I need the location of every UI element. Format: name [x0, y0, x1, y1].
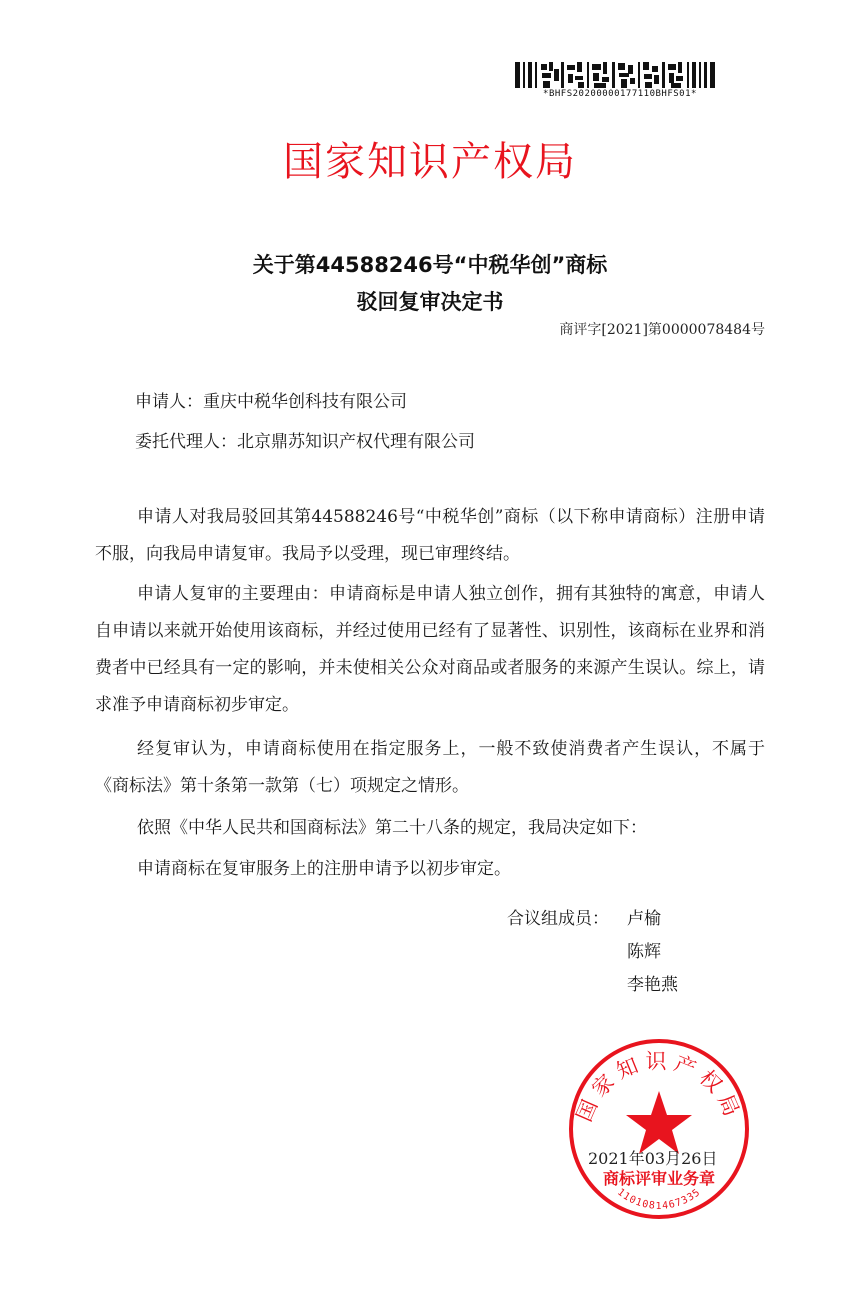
document-title-line-2: 驳回复审决定书 — [356, 290, 504, 314]
body-paragraph-5: 申请商标在复审服务上的注册申请予以初步审定。 — [137, 859, 511, 879]
document-title-line-1: 关于第44588246号“中税华创”商标 — [252, 253, 608, 277]
barcode-image — [515, 62, 715, 88]
document-title — [0, 247, 860, 321]
issuing-authority-title: 国家知识产权局 — [283, 139, 577, 185]
agent-line: 委托代理人：北京鼎苏知识产权代理有限公司 — [135, 432, 475, 452]
seal-org-text: 国家知识产权局 — [572, 1049, 746, 1126]
body-paragraph-4: 依照《中华人民共和国商标法》第二十八条的规定，我局决定如下： — [137, 818, 647, 838]
seal-number-text: 1101081467335 — [615, 1186, 703, 1212]
official-seal-stamp — [566, 1036, 752, 1222]
decision-date: 2021年03月26日 — [588, 1149, 718, 1168]
star-icon — [626, 1091, 692, 1154]
body-paragraph-1: 申请人对我局驳回其第44588246号“中税华创”商标（以下称申请商标）注册申请不服，向我局申请复审。我局予以受理，现已审理终结。 — [95, 507, 765, 564]
barcode-text: *BHFS20200000177110BHFS01* — [543, 89, 697, 99]
body-paragraph-2: 申请人复审的主要理由：申请商标是申请人独立创作，拥有其独特的寓意，申请人自申请以来就开始使用该商标，并经过使用已经有了显著性、识别性，该商标在业界和消费者中已经具有一定的影响，并未使相关公众对商品或者服务的来源产生误认。综上，请求准予申请商标初步审定。 — [95, 584, 765, 715]
document-number: 商评字[2021]第0000078484号 — [559, 322, 765, 338]
panel-member: 李艳燕 — [627, 975, 678, 995]
seal-dept-text: 商标评审业务章 — [602, 1169, 716, 1188]
body-paragraph-3: 经复审认为，申请商标使用在指定服务上，一般不致使消费者产生误认，不属于《商标法》第十条第一款第（七）项规定之情形。 — [95, 739, 765, 796]
applicant-line: 申请人：重庆中税华创科技有限公司 — [135, 392, 407, 412]
panel-label: 合议组成员： — [507, 909, 609, 929]
panel-member: 陈辉 — [627, 942, 661, 962]
panel-member: 卢榆 — [627, 909, 661, 929]
